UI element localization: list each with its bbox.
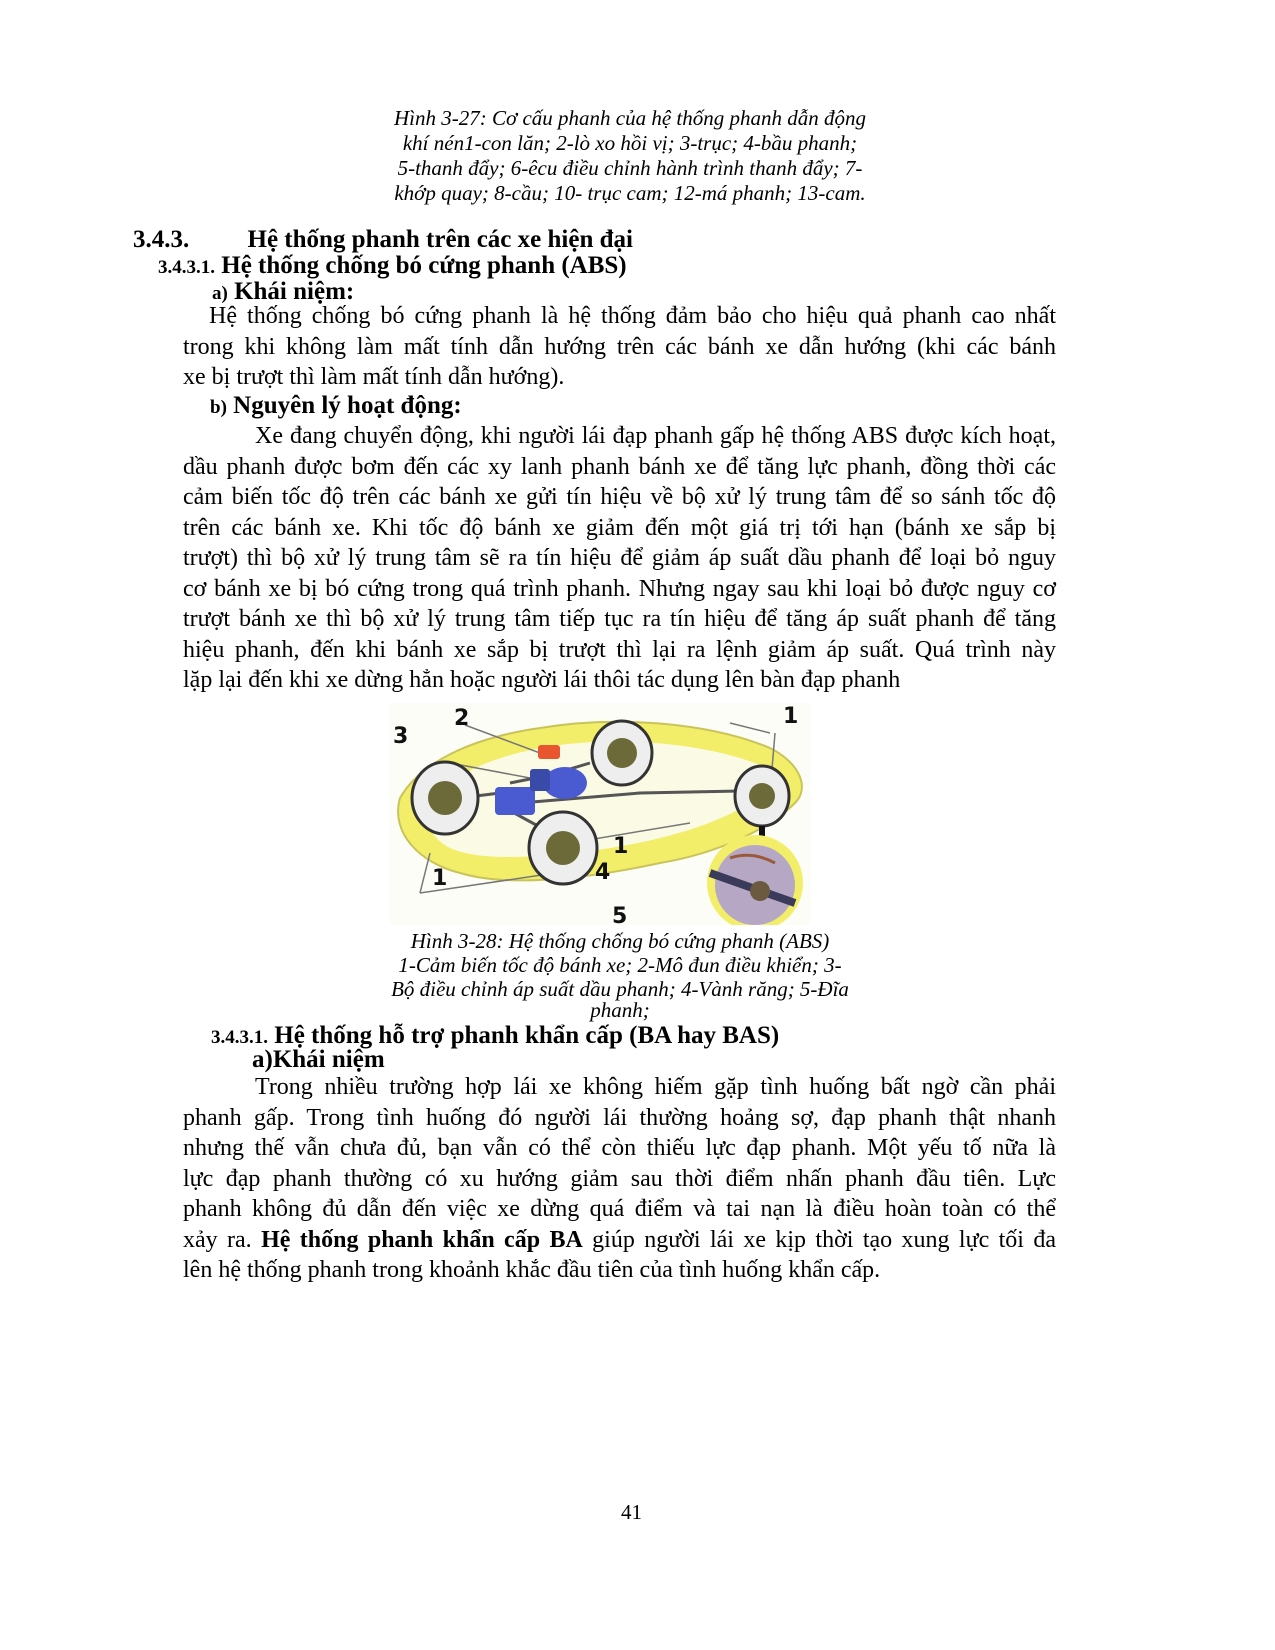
section-heading-abs: [158, 253, 627, 281]
caption-line: khí nén1-con lăn; 2-lò xo hồi vị; 3-trục; 4-bầu phanh;: [402, 131, 858, 155]
caption-line: Bộ điều chỉnh áp suất dầu phanh; 4-Vành răng; 5-Đĩa: [391, 977, 849, 1001]
caption-line: khớp quay; 8-cầu; 10- trục cam; 12-má phanh; 13-cam.: [394, 181, 866, 205]
control-module: [538, 745, 560, 759]
paragraph-line: trong khi không làm mất tính dẫn hướng trên các bánh xe dẫn hướng (khi các bánh: [183, 333, 1056, 360]
paragraph-line: trên các bánh xe. Khi tốc độ bánh xe giảm đến một giá trị tới hạn (bánh xe sắp bị: [183, 514, 1056, 541]
subheading-ba-concept: [252, 1047, 385, 1073]
paragraph-line: Xe đang chuyển động, khi người lái đạp phanh gấp hệ thống ABS được kích hoạt,: [255, 423, 1056, 449]
section-number: 3.4.3.: [133, 226, 190, 253]
paragraph-line: phanh gấp. Trong tình huống đó người lái thường hoảng sợ, đạp phanh thật nhanh: [183, 1104, 1056, 1131]
figure-3-28-caption: [370, 929, 870, 1022]
caption-line: 1-Cảm biến tốc độ bánh xe; 2-Mô đun điều khiển; 3-: [398, 953, 842, 977]
paragraph-line: lặp lại đến khi xe dừng hẳn hoặc người lái thôi tác dụng lên bàn đạp phanh: [183, 667, 901, 693]
wheel-rear-right: [735, 766, 789, 826]
section-heading-3-4-3: [133, 227, 633, 253]
ba-concept-paragraph: [183, 1072, 1056, 1286]
abs-diagram: [390, 703, 810, 925]
caption-line: Hình 3-27: Cơ cấu phanh của hệ thống phanh dẫn động: [394, 106, 866, 130]
paragraph-line: phanh không đủ dẫn đến việc xe dừng quá điểm và tai nạn là điều hoàn toàn có thể: [183, 1196, 1056, 1222]
wheel-front-left: [412, 762, 478, 834]
paragraph-line: cơ bánh xe bị bó cứng trong quá trình phanh. Nhưng ngay sau khi loại bỏ được nguy cơ: [183, 575, 1056, 602]
wheel-rear-left: [592, 721, 652, 785]
figure-3-27-caption: [370, 106, 890, 206]
paragraph-line: lực đạp phanh thường có xu hướng giảm sau thời điểm nhấn phanh đầu tiên. Lực: [183, 1165, 1056, 1192]
callout-2: 2: [454, 706, 470, 731]
subheading-abs-principle: [210, 393, 462, 421]
paragraph-line: cảm biến tốc độ trên các bánh xe gửi tín hiệu về bộ xử lý trung tâm để so sánh tốc độ: [183, 484, 1056, 510]
paragraph-line: trượt) thì bộ xử lý trung tâm sẽ ra tín hiệu để giảm áp suất dầu phanh để loại bỏ nguy: [183, 545, 1056, 571]
section-title: Hệ thống hỗ trợ phanh khẩn cấp (BA hay BAS): [274, 1022, 780, 1049]
text-run: giúp người lái xe kịp thời tạo xung lực tối đa: [582, 1226, 1057, 1253]
subheading-label: Nguyên lý hoạt động:: [233, 392, 462, 419]
callout-3: 3: [393, 724, 409, 749]
paragraph-line: nhưng thế vẫn chưa đủ, bạn vẫn có thể còn thiếu lực đạp phanh. Một yếu tố nữa là: [183, 1135, 1056, 1161]
text-run: xảy ra.: [183, 1226, 262, 1253]
abs-system-figure: [390, 703, 810, 925]
caption-line: phanh;: [590, 998, 650, 1022]
paragraph-line: lên hệ thống phanh trong khoảnh khắc đầu tiên của tình huống khẩn cấp.: [183, 1257, 881, 1283]
subheading-prefix: a): [212, 283, 228, 304]
subheading-prefix: b): [210, 397, 227, 418]
paragraph-line: Hệ thống chống bó cứng phanh là hệ thống đảm bảo cho hiệu quả phanh cao nhất: [209, 303, 1056, 329]
paragraph-line: [183, 1225, 1056, 1256]
section-title: Hệ thống phanh trên các xe hiện đại: [247, 226, 633, 253]
subheading-label: Khái niệm:: [234, 278, 355, 305]
abs-principle-paragraph: [183, 421, 1056, 696]
caption-line: Hình 3-28: Hệ thống chống bó cứng phanh (ABS): [410, 929, 830, 953]
paragraph-line: dầu phanh được bơm đến các xy lanh phanh bánh xe để tăng lực phanh, đồng thời các: [183, 453, 1056, 480]
paragraph-line: xe bị trượt thì làm mất tính dẫn hướng).: [183, 364, 565, 390]
page-number: 41: [621, 1500, 642, 1524]
callout-1-top: 1: [783, 704, 799, 729]
paragraph-line: trượt bánh xe thì bộ xử lý trung tâm tiếp tục ra tín hiệu để tăng áp suất phanh để tăng: [183, 606, 1056, 632]
callout-5: 5: [612, 904, 628, 925]
section-number: 3.4.3.1.: [211, 1027, 268, 1048]
callout-1-bottom: 1: [432, 866, 448, 891]
subheading-label: a)Khái niệm: [252, 1046, 385, 1073]
paragraph-line: Trong nhiều trường hợp lái xe không hiếm gặp tình huống bất ngờ cần phải: [255, 1074, 1056, 1100]
section-title: Hệ thống chống bó cứng phanh (ABS): [221, 252, 627, 279]
callout-4: 4: [595, 860, 611, 885]
zoom-detail-circle: [707, 835, 803, 925]
section-number: 3.4.3.1.: [158, 257, 215, 278]
abs-concept-paragraph: [183, 301, 1056, 393]
emphasis-ba-system: Hệ thống phanh khẩn cấp BA: [261, 1226, 583, 1253]
callout-1-middle: 1: [613, 834, 629, 859]
caption-line: 5-thanh đẩy; 6-êcu điều chỉnh hành trình thanh đẩy; 7-: [397, 156, 863, 180]
wheel-front-right: [529, 812, 597, 884]
paragraph-line: hiệu phanh, đến khi bánh xe sắp bị trượt thì lại ra lệnh giảm áp suất. Quá trình này: [183, 636, 1056, 663]
